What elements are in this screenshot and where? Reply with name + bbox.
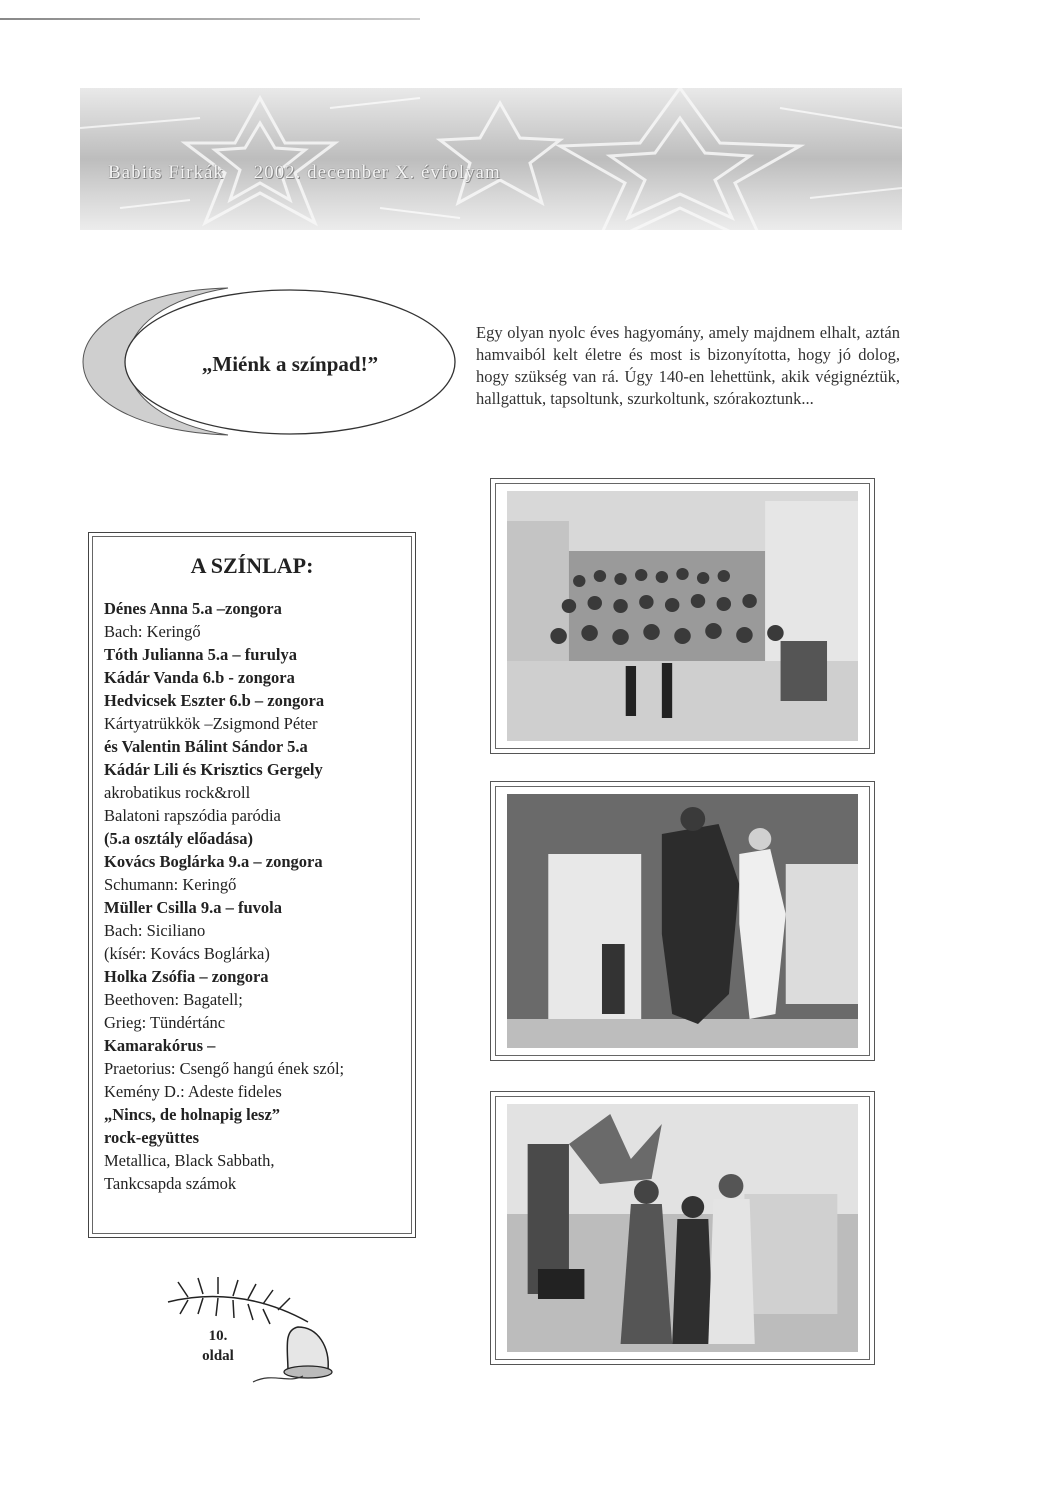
playbill-line: Bach: Keringő: [104, 622, 201, 641]
playbill-line: Praetorius: Csengő hangú ének szól;: [104, 1059, 345, 1078]
playbill-line: Beethoven: Bagatell;: [104, 990, 243, 1009]
playbill-line: Kovács Boglárka 9.a – zongora: [104, 852, 323, 871]
banner-caption: [108, 162, 525, 184]
playbill-line: Metallica, Black Sabbath,: [104, 1151, 275, 1170]
playbill-line: akrobatikus rock&roll: [104, 783, 251, 802]
playbill-line: Tóth Julianna 5.a – furulya: [104, 645, 298, 664]
photo-audience: [490, 478, 875, 754]
photo-image: [507, 794, 858, 1048]
page-number-label: oldal: [202, 1348, 234, 1364]
article-intro: Egy olyan nyolc éves hagyomány, amely majdnem elhalt, aztán hamvaiból kelt életre és most is bizonyította, hogy jó dolog, hogy szükség van rá. Úgy 140-en lehettünk, akik végignéztük, hallgattuk, tapsoltunk, szurkoltunk, szórakoztunk...: [476, 323, 900, 408]
playbill-line: (kísér: Kovács Boglárka): [104, 944, 270, 963]
page-number-value: 10.: [208, 1328, 228, 1344]
playbill-line: és Valentin Bálint Sándor 5.a: [104, 737, 308, 756]
playbill-line: Kádár Lili és Krisztics Gergely: [104, 760, 323, 779]
singers-photo-placeholder: [507, 1104, 858, 1352]
playbill-line: Tankcsapda számok: [104, 1174, 237, 1193]
pine-branch-bell-icon: [158, 1272, 348, 1402]
playbill-line: Kemény D.: Adeste fideles: [104, 1082, 282, 1101]
playbill-line: Kártyatrükkök –Zsigmond Péter: [104, 714, 318, 733]
playbill-line: Hedvicsek Eszter 6.b – zongora: [104, 691, 325, 710]
photo-image: [507, 491, 858, 741]
playbill-line: Müller Csilla 9.a – fuvola: [104, 898, 282, 917]
playbill-line: rock-együttes: [104, 1128, 200, 1147]
playbill-line: „Nincs, de holnapig lesz”: [104, 1105, 281, 1124]
photo-singers: [490, 1091, 875, 1365]
playbill-line: Balatoni rapszódia paródia: [104, 806, 281, 825]
playbill-title: A SZÍNLAP:: [190, 553, 314, 578]
playbill-box: [88, 532, 416, 1238]
playbill-line: Grieg: Tündértánc: [104, 1013, 226, 1032]
publication-name: Babits Firkák: [108, 162, 224, 183]
playbill-line: Kamarakórus –: [104, 1036, 216, 1055]
page-number: [188, 1326, 248, 1366]
playbill-line: Holka Zsófia – zongora: [104, 967, 269, 986]
playbill-line: Schumann: Keringő: [104, 875, 237, 894]
dance-photo-placeholder: [507, 794, 858, 1048]
audience-photo-placeholder: [507, 491, 858, 741]
header-banner: [80, 88, 902, 230]
photo-dance: [490, 781, 875, 1061]
playbill-line: Dénes Anna 5.a –zongora: [104, 599, 282, 618]
playbill-line: Kádár Vanda 6.b - zongora: [104, 668, 295, 687]
playbill-line: (5.a osztály előadása): [104, 829, 253, 848]
issue-info: 2002. december X. évfolyam: [253, 162, 501, 183]
playbill-list: [104, 597, 410, 1195]
playbill-line: Bach: Siciliano: [104, 921, 206, 940]
article-title: „Miénk a színpad!”: [201, 352, 379, 376]
snowflake-pattern: [80, 88, 902, 230]
photo-image: [507, 1104, 858, 1352]
top-rule: [0, 18, 420, 20]
